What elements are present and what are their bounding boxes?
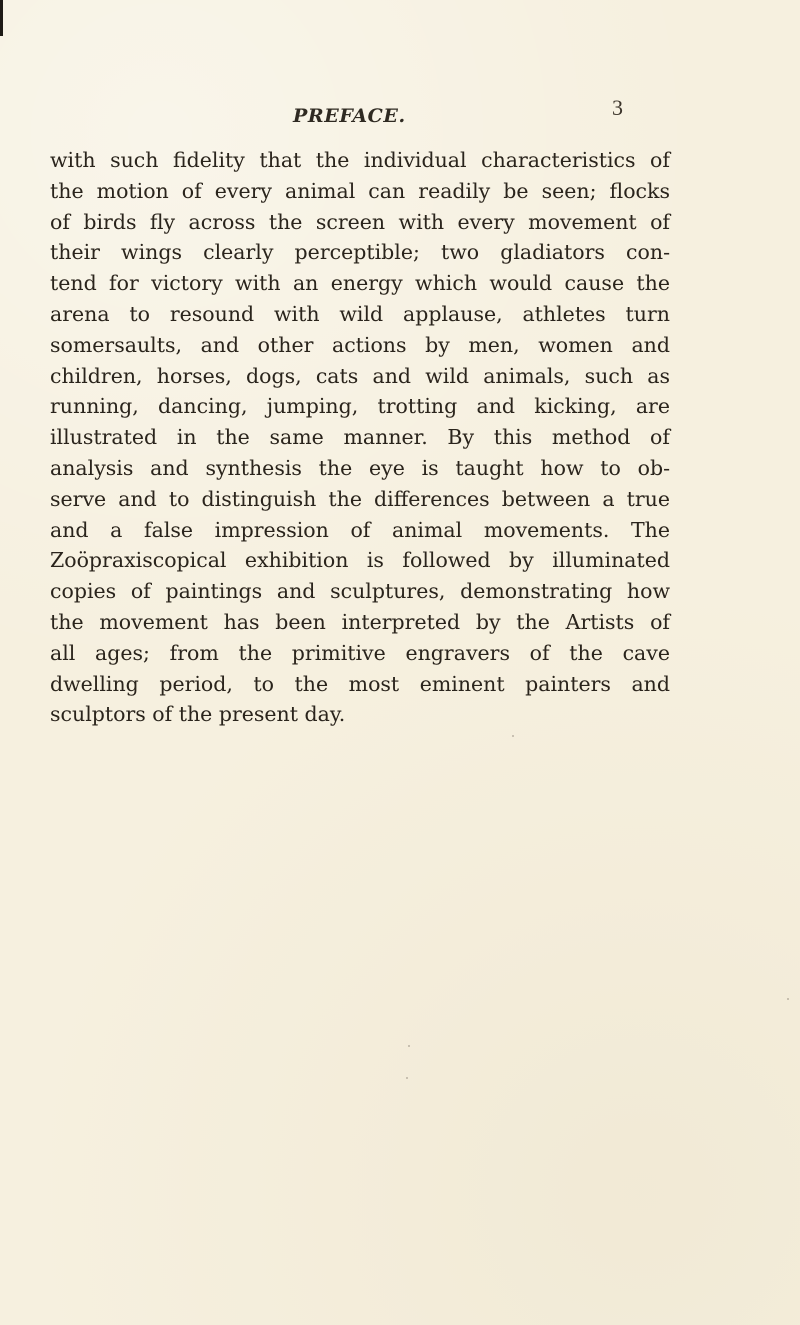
text-line: somersaults, and other actions by men, women and bbox=[50, 332, 670, 357]
text-line: with such fidelity that the individual characteristics of bbox=[50, 148, 670, 172]
text-line: children, horses, dogs, cats and wild animals, such as bbox=[50, 363, 670, 388]
page-title: PREFACE. bbox=[293, 105, 406, 127]
paper-speck bbox=[408, 1045, 410, 1047]
text-line: and a false impression of animal movements. The bbox=[50, 517, 670, 542]
text-line: arena to resound with wild applause, athletes turn bbox=[50, 301, 670, 326]
text-line: serve and to distinguish the differences between a true bbox=[50, 486, 670, 511]
text-line: running, dancing, jumping, trotting and kicking, are bbox=[50, 394, 670, 419]
paper-speck bbox=[787, 998, 789, 1000]
paper-speck bbox=[406, 1077, 408, 1079]
paper-speck bbox=[512, 735, 514, 737]
text-line: copies of paintings and sculptures, demonstrating how bbox=[50, 579, 670, 604]
text-line: their wings clearly perceptible; two gladiators con- bbox=[50, 240, 670, 265]
page-number: 3 bbox=[612, 95, 623, 120]
text-line: the movement has been interpreted by the Artists of bbox=[50, 609, 670, 634]
text-line: the motion of every animal can readily be seen; flocks bbox=[50, 178, 670, 203]
text-line: tend for victory with an energy which would cause the bbox=[50, 271, 670, 296]
text-line: dwelling period, to the most eminent painters and bbox=[50, 671, 670, 696]
preface-paragraph bbox=[50, 145, 670, 730]
running-head bbox=[0, 95, 800, 131]
text-line: all ages; from the primitive engravers of the cave bbox=[50, 640, 670, 665]
text-line: Zoöpraxiscopical exhibition is followed by illuminated bbox=[50, 548, 670, 573]
text-line: of birds fly across the screen with every movement of bbox=[50, 209, 670, 234]
text-line: analysis and synthesis the eye is taught how to ob- bbox=[50, 455, 670, 480]
text-line: illustrated in the same manner. By this method of bbox=[50, 425, 670, 450]
page-edge-rule bbox=[0, 0, 3, 36]
text-line-last: sculptors of the present day. bbox=[50, 702, 346, 727]
